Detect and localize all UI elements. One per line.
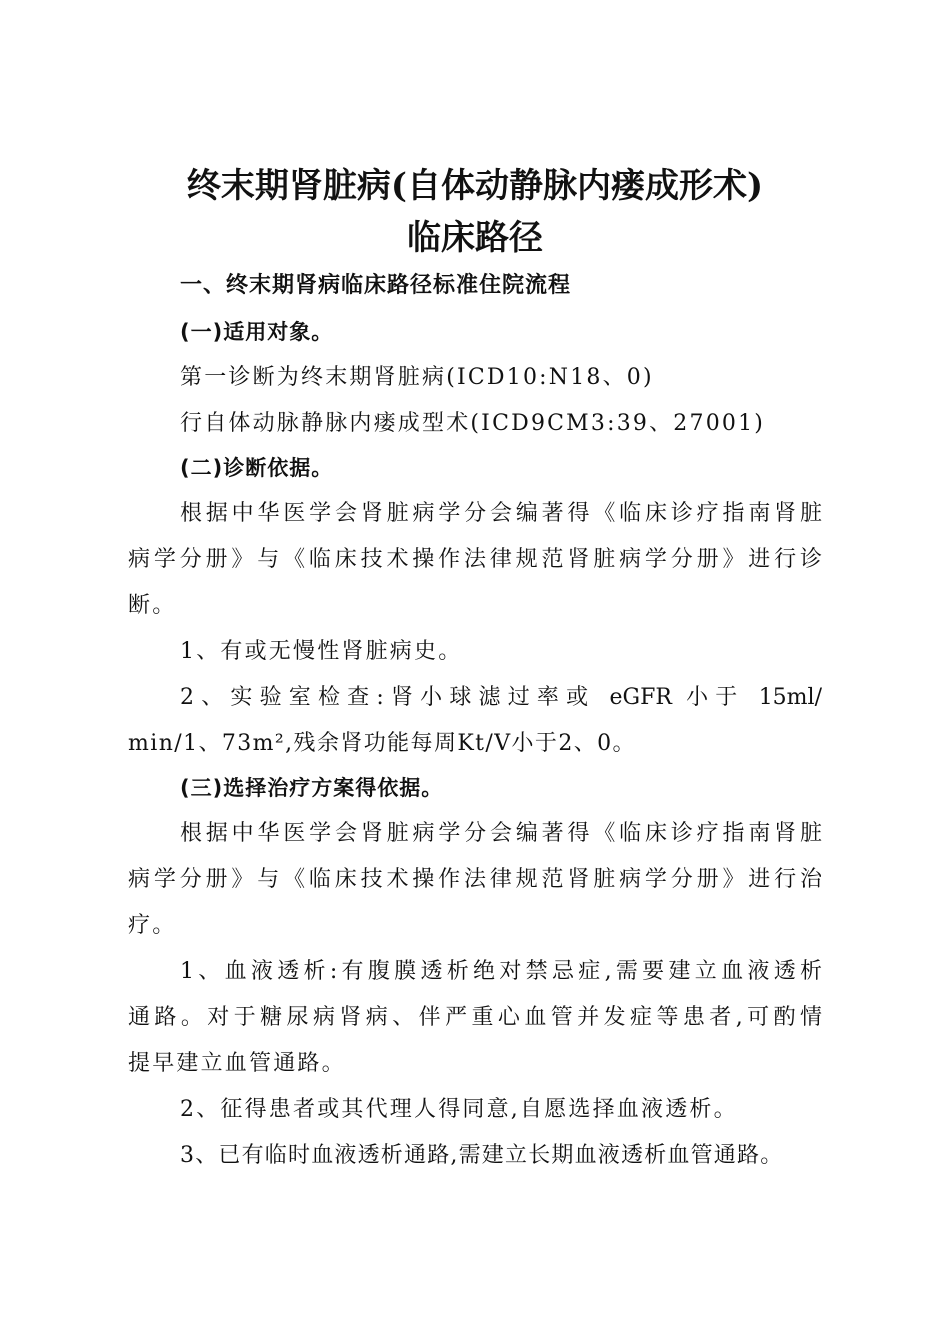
subsection-heading-treatment-basis: (三)选择治疗方案得依据。 [180,776,444,800]
treatment-item-1: 1、血液透析:有腹膜透析绝对禁忌症,需要建立血液透析 [180,959,822,984]
treatment-item-1-continued: 通路。对于糖尿病肾病、伴严重心血管并发症等患者,可酌情 [128,1005,822,1030]
treatment-paragraph-line: 病学分册》与《临床技术操作法律规范肾脏病学分册》进行治 [128,867,822,892]
scope-line-diagnosis: 第一诊断为终末期肾脏病(ICD10:N18、0) [180,365,654,390]
treatment-item-1-continued: 提早建立血管通路。 [128,1051,346,1076]
subsection-heading-diagnosis-basis: (二)诊断依据。 [180,456,334,480]
diagnosis-item-1: 1、有或无慢性肾脏病史。 [180,639,463,664]
diagnosis-item-2: 2、实验室检查:肾小球滤过率或 eGFR 小于 15ml/ [180,685,822,710]
treatment-item-3: 3、已有临时血液透析通路,需建立长期血液透析血管通路。 [180,1143,784,1168]
subsection-heading-scope: (一)适用对象。 [180,320,334,344]
document-title-line1: 终末期肾脏病(自体动静脉内瘘成形术) [186,166,764,206]
document-title-line2: 临床路径 [407,218,543,258]
treatment-paragraph-line: 疗。 [128,913,177,938]
diagnosis-paragraph-line: 根据中华医学会肾脏病学分会编著得《临床诊疗指南肾脏 [180,501,822,526]
treatment-item-2: 2、征得患者或其代理人得同意,自愿选择血液透析。 [180,1097,738,1122]
section-heading: 一、终末期肾病临床路径标准住院流程 [180,273,572,298]
treatment-paragraph-line: 根据中华医学会肾脏病学分会编著得《临床诊疗指南肾脏 [180,821,822,846]
scope-line-procedure: 行自体动脉静脉内瘘成型术(ICD9CM3:39、27001) [180,411,766,436]
diagnosis-item-2-continued: min/1、73m²,残余肾功能每周Kt/V小于2、0。 [128,731,636,756]
diagnosis-paragraph-line: 断。 [128,593,177,618]
diagnosis-paragraph-line: 病学分册》与《临床技术操作法律规范肾脏病学分册》进行诊 [128,547,822,572]
